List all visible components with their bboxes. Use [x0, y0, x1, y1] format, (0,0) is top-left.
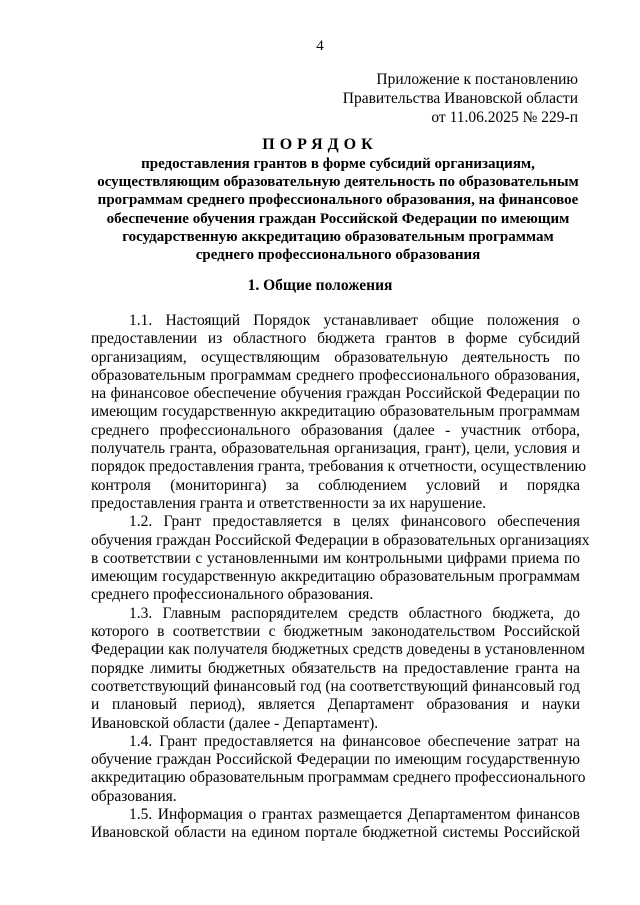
appendix-line: Правительства Ивановской области [342, 90, 578, 107]
appendix-line: Приложение к постановлению [376, 71, 578, 88]
body-line: получатель гранта, образовательная организация, грант), цели, условия и [91, 440, 580, 458]
body-line: Федерации как получателя бюджетных средств доведены в установленном [91, 641, 585, 659]
body-line: 1.5. Информация о грантах размещается Департаментом финансов [129, 806, 580, 824]
body-line: образования. [91, 787, 177, 805]
subtitle-line: государственную аккредитацию образовательным программам [122, 228, 554, 245]
subtitle-line: предоставления грантов в форме субсидий организациям, [141, 156, 535, 172]
body-line: в соответствии с установленными им контрольными цифрами приема по [91, 549, 580, 567]
body-line: 1.2. Грант предоставляется в целях финансового обеспечения [129, 513, 580, 531]
body-line: и плановый период), является Департамент образования и науки [91, 696, 580, 714]
page-number: 4 [316, 38, 324, 54]
body-line: 1.1. Настоящий Порядок устанавливает общие положения о [129, 312, 580, 329]
body-line: обучение граждан Российской Федерации по имеющим государственную [91, 751, 580, 769]
body-line: имеющим государственную аккредитацию образовательным программам [91, 568, 580, 586]
appendix-reference [343, 70, 578, 127]
body-line: организациям, осуществляющим образовательную деятельность по [91, 348, 580, 366]
body-line: образовательным программам среднего профессионального образования, [91, 366, 580, 384]
body-line: аккредитацию образовательным программам среднего профессионального [91, 769, 586, 787]
body-line: 1.4. Грант предоставляется на финансовое обеспечение затрат на [129, 732, 580, 750]
document-subtitle [88, 155, 588, 264]
body-line: среднего профессионального образования (далее - участник отбора, [91, 421, 580, 439]
body-line: Ивановской области (далее - Департамент). [91, 714, 379, 732]
body-line: Ивановской области на едином портале бюджетной системы Российской [91, 824, 580, 842]
body-line: среднего профессионального образования. [91, 586, 374, 604]
subtitle-line: обеспечение обучения граждан Российской Федерации по имеющим [106, 210, 570, 227]
document-body [91, 312, 590, 843]
section-heading: 1. Общие положения [247, 277, 393, 294]
subtitle-line: программам среднего профессионального образования, на финансовое [97, 192, 579, 209]
body-line: имеющим государственную аккредитацию образовательным программам [91, 403, 580, 421]
appendix-line: от 11.06.2025 № 229-п [431, 109, 578, 126]
subtitle-line: осуществляющим образовательную деятельность по образовательным [97, 174, 579, 191]
body-line: контроля (мониторинга) за соблюдением условий и порядка [91, 476, 580, 494]
body-line: предоставления гранта и ответственности за их нарушение. [91, 494, 487, 512]
document-title: ПОРЯДОК [262, 136, 378, 153]
body-line: 1.3. Главным распорядителем средств областного бюджета, до [129, 604, 580, 622]
body-line: на финансовое обеспечение обучения граждан Российской Федерации по [91, 385, 580, 403]
body-line: обучения граждан Российской Федерации в образовательных организациях [91, 531, 590, 549]
body-line: порядке лимиты бюджетных обязательств на предоставление гранта на [91, 659, 580, 677]
body-line: предоставлении из областного бюджета грантов в форме субсидий [91, 330, 580, 348]
body-line: порядок предоставления гранта, требования к отчетности, осуществлению [91, 458, 587, 476]
subtitle-line: среднего профессионального образования [195, 247, 481, 264]
body-line: которого в соответствии с бюджетным законодательством Российской [91, 623, 580, 641]
body-line: соответствующий финансовый год (на соответствующий финансовый год [91, 677, 580, 695]
